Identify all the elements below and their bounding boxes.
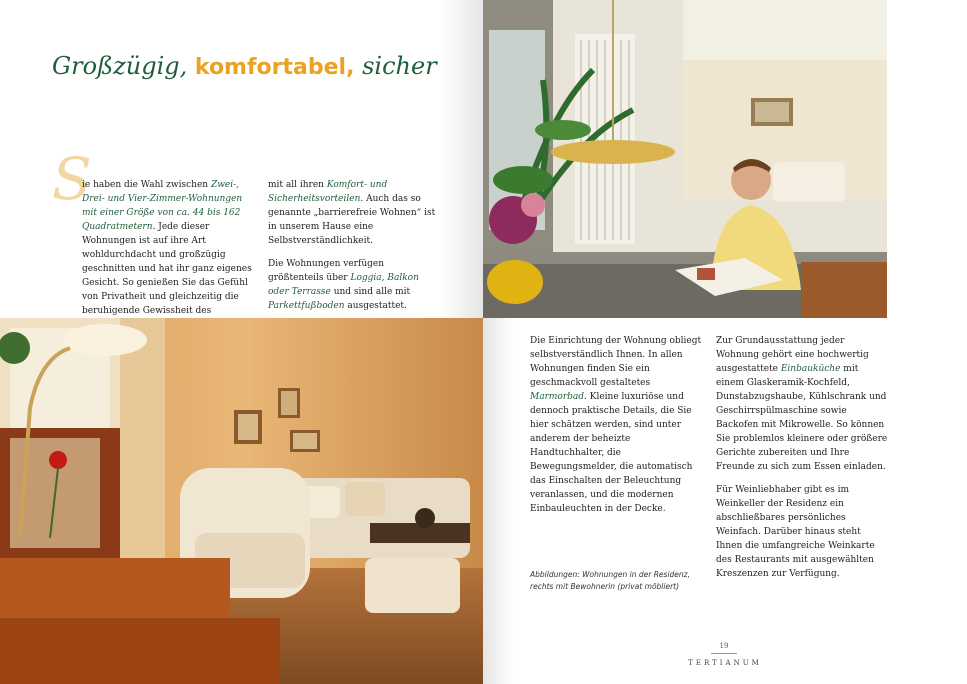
- text-run: . Kleine luxuriöse und dennoch praktische Details, die Sie hier schätzen werden, sind unter anderem der beheizte Handtuchhalter, die Bewegungsmelder, die automatisch das Einschalten der Beleuchtung veranlassen, und die modernen Einbauleuchten in der Decke.: [530, 392, 693, 514]
- headline: [52, 52, 437, 80]
- living-room-illustration: [0, 318, 483, 684]
- text-run: ie haben die Wahl zwischen: [82, 180, 211, 190]
- highlighted-term: Komfort- und Sicherheitsvorteilen: [268, 180, 388, 204]
- right-column-2: [716, 334, 888, 590]
- highlighted-term: Marmorbad: [530, 392, 585, 402]
- text-run: ausgestattet.: [344, 301, 407, 311]
- intro-col1-paragraph: [82, 178, 252, 332]
- right-column-1: [530, 334, 702, 525]
- caption-line-1: Abbildungen: Wohnungen in der Residenz,: [530, 570, 690, 579]
- text-run: und sind alle mit: [330, 287, 411, 297]
- right-col2-paragraph-1: [716, 334, 888, 474]
- text-run: Die Einrichtung der Wohnung obliegt selbstverständlich Ihnen. In allen Wohnungen finden Sie ein geschmackvoll gestaltetes: [530, 336, 702, 388]
- right-col2-paragraph-2: [716, 483, 888, 581]
- right-col1-paragraph: [530, 334, 702, 516]
- text-run: Für Weinliebhaber gibt es im Weinkeller der Residenz ein abschließbares persönliches Weinfach. Darüber hinaus steht Ihnen die umfangreiche Weinkarte des Restaurants mit ausgewählten Kreszenzen zur Verfügung.: [716, 485, 875, 579]
- intro-column-1: [82, 178, 252, 341]
- highlighted-term: Parkettfußboden: [268, 301, 345, 311]
- gutter-shadow-bottom: [483, 318, 513, 684]
- photo-caption: [530, 569, 690, 593]
- resident-kitchen-illustration: [483, 0, 887, 318]
- highlighted-term: Loggia, Balkon oder Terrasse: [268, 273, 419, 297]
- text-run: Zur Grundausstattung jeder Wohnung gehört eine hochwertig ausgestattete: [716, 336, 869, 374]
- brand-footer: TERTIANUM: [688, 659, 762, 667]
- intro-column-2: [268, 178, 438, 322]
- text-run: . Auch das so genannte „barrierefreie Wohnen“ ist in unserem Hause eine Selbstverständlichkeit.: [268, 194, 436, 246]
- text-run: . Jede dieser Wohnungen ist auf ihre Art wohldurchdacht und großzügig geschnitten und hat ihr ganz eigenes Gesicht. So genießen Sie das Gefühl von Privatheit und gleichzeitig die beruhigende Gewissheit des: [82, 222, 252, 316]
- highlighted-term: Einbauküche: [780, 364, 841, 374]
- highlighted-term: Zwei-, Drei- und Vier-Zimmer-Wohnungen mit einer Größe von ca. 44 bis 162 Quadratmetern: [82, 180, 243, 232]
- headline-part1: Großzügig,: [52, 52, 188, 80]
- dropcap: S: [52, 145, 92, 213]
- text-run: Die Wohnungen verfügen größtenteils über: [268, 259, 384, 283]
- living-room-photo: [0, 318, 483, 684]
- text-run: mit all ihren: [268, 180, 327, 190]
- headline-part3: sicher: [362, 52, 437, 80]
- text-run: mit einem Glaskeramik-Kochfeld, Dunstabzugshaube, Kühlschrank und Geschirrspülmaschine sowie Backofen mit Mikrowelle. So können Sie problemlos kleinere oder größere Gerichte zubereiten und Ihre Freunde zu sich zum Essen einladen.: [716, 364, 888, 472]
- intro-col2-paragraph-2: [268, 257, 438, 313]
- page-number: 19: [719, 642, 729, 650]
- headline-part2: komfortabel,: [194, 55, 355, 80]
- caption-line-2: rechts mit Bewohnerin (privat möbliert): [530, 582, 680, 591]
- intro-col2-paragraph-1: [268, 178, 438, 248]
- left-page: [0, 0, 483, 684]
- resident-kitchen-photo: [483, 0, 887, 318]
- gutter-shadow-top: [440, 0, 483, 318]
- page-number-rule: [711, 653, 737, 654]
